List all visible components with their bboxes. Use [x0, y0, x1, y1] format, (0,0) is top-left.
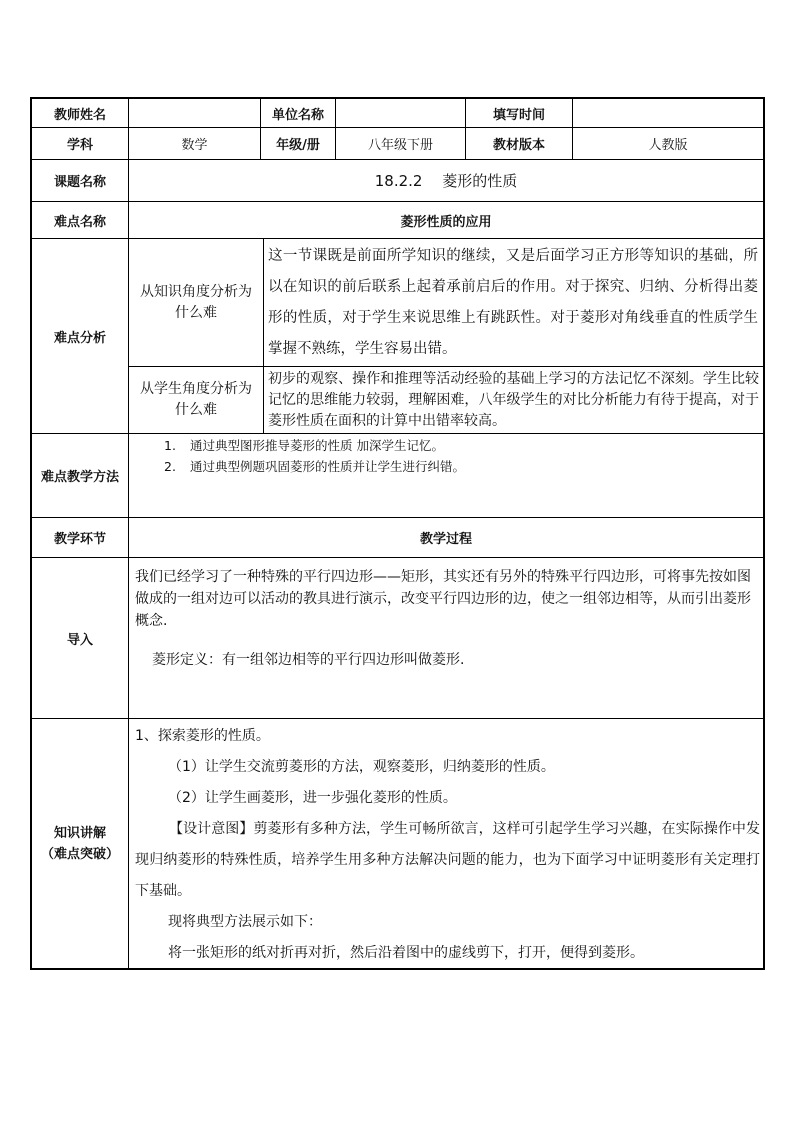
lesson-title-label: 课题名称	[53, 175, 106, 190]
knowledge-line-2: （1）让学生交流剪菱形的方法，观察菱形，归纳菱形的性质。	[168, 759, 555, 775]
teaching-method-list	[164, 435, 754, 477]
subject-label: 学科	[66, 138, 93, 153]
unit-name-label: 单位名称	[271, 107, 324, 123]
student-angle-label-line2: 什么难	[175, 402, 217, 418]
design-intent-paragraph: 【设计意图】剪菱形有多种方法，学生可畅所欲言，这样可引起学生学习兴趣，在实际操作中发现归纳菱形的特殊性质，培养学生用多种方法解决问题的能力，也为下面学习中证明菱形有关定理打下基础。	[135, 821, 760, 899]
edition-value: 人教版	[648, 138, 688, 153]
teaching-stage-label: 教学环节	[53, 532, 106, 547]
lesson-title-value: 18.2.2 菱形的性质	[374, 172, 518, 190]
student-angle-label	[129, 367, 263, 433]
intro-label: 导入	[66, 632, 93, 648]
edition-label: 教材版本	[492, 138, 545, 153]
knowledge-angle-label	[129, 239, 263, 366]
row-divider	[30, 557, 765, 558]
list-item	[164, 456, 754, 477]
fill-time-label: 填写时间	[492, 107, 545, 123]
rhombus-definition: 菱形定义：有一组邻边相等的平行四边形叫做菱形.	[152, 652, 465, 668]
knowledge-angle-text: 这一节课既是前面所学知识的继续，又是后面学习正方形等知识的基础，所以在知识的前后联系上起着承前启后的作用。对于探究、归纳、分析得出菱形的性质，对于学生来说思维上有跳跃性。对于菱形对角线垂直的性质学生掌握不熟练，学生容易出错。	[268, 248, 758, 357]
teaching-method-label: 难点教学方法	[40, 470, 119, 485]
knowledge-line-5: 现将典型方法展示如下：	[168, 914, 322, 930]
knowledge-label	[32, 719, 128, 968]
difficulty-name-value: 菱形性质的应用	[400, 214, 492, 230]
fill-time-value	[573, 99, 763, 127]
knowledge-angle-label-line1: 从知识角度分析为	[140, 283, 252, 300]
student-angle-label-line1: 从学生角度分析为	[140, 381, 252, 397]
subject-value: 数学	[181, 138, 208, 153]
list-item-number: 1.	[164, 438, 176, 453]
list-item	[164, 435, 754, 456]
unit-name-value	[336, 99, 465, 127]
table-border-right	[763, 97, 765, 970]
list-item-text: 通过典型例题巩固菱形的性质并让学生进行纠错。	[190, 459, 466, 474]
list-item-text: 通过典型图形推导菱形的性质 加深学生记忆。	[190, 438, 444, 453]
knowledge-angle-label-line2: 什么难	[175, 304, 217, 321]
student-angle-text: 初步的观察、操作和推理等活动经验的基础上学习的方法记忆不深刻。学生比较记忆的思维能力较弱，理解困难，八年级学生的对比分析能力有待于提高，对于菱形性质在面积的计算中出错率较高。	[268, 371, 759, 429]
knowledge-label-line1: 知识讲解	[53, 825, 106, 841]
teaching-process-label: 教学过程	[419, 532, 472, 547]
difficulty-analysis-label: 难点分析	[53, 330, 106, 346]
list-item-number: 2.	[164, 459, 176, 474]
knowledge-line-3: （2）让学生画菱形，进一步强化菱形的性质。	[168, 790, 457, 806]
difficulty-name-label: 难点名称	[53, 214, 106, 230]
row-divider	[30, 433, 765, 434]
knowledge-label-line2: （难点突破）	[40, 846, 119, 862]
teacher-name-value	[129, 99, 260, 127]
intro-paragraph: 我们已经学习了一种特殊的平行四边形——矩形，其实还有另外的特殊平行四边形，可将事先按如图做成的一组对边可以活动的教具进行演示，改变平行四边形的边，使之一组邻边相等，从而引出菱形概念.	[135, 569, 751, 629]
column-divider	[263, 238, 264, 433]
grade-value: 八年级下册	[367, 138, 433, 153]
row-divider	[30, 718, 765, 719]
teacher-name-label: 教师姓名	[53, 107, 106, 123]
knowledge-line-1: 1、探索菱形的性质。	[135, 728, 270, 744]
grade-label: 年级/册	[276, 138, 320, 153]
knowledge-line-6: 将一张矩形的纸对折再对折，然后沿着图中的虚线剪下，打开，便得到菱形。	[168, 945, 644, 961]
